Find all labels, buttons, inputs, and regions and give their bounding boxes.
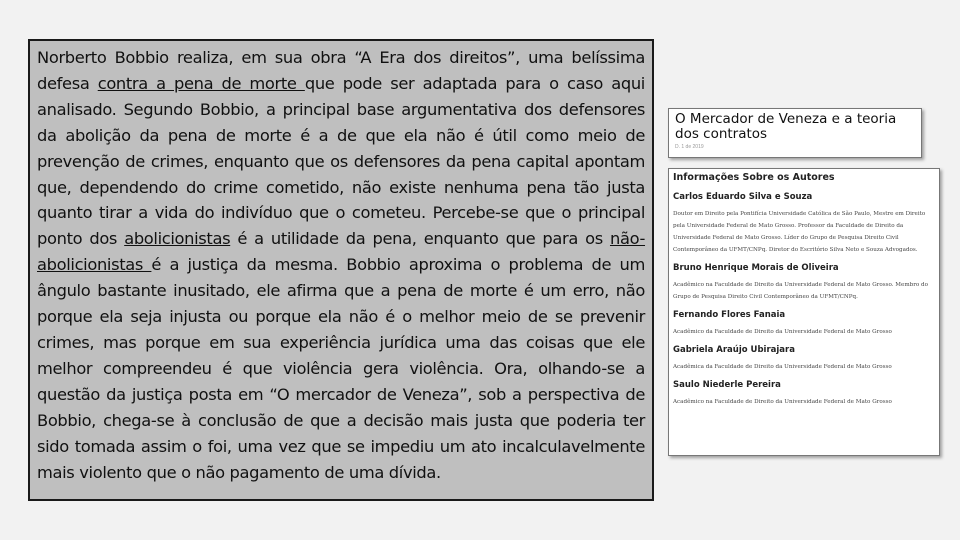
article-title: O Mercador de Veneza e a teoria dos contratos: [675, 111, 897, 142]
authors-info-card: [668, 168, 940, 456]
underlined-phrase-contra-pena-de-morte: contra a pena de morte: [97, 73, 305, 93]
author-affiliation: Doutor em Direito pela Pontifícia Universidade Católica de São Paulo, Mestre em Direito pela Universidade Federal de Mato Grosso. Professor da Faculdade de Direito da Universidade Federal de Mato Grosso. Líder do Grupo de Pesquisa Direito Civil Contemporâneo da UFMT/CNPq. Diretor do Escritório Silva Neto e Souza Advogados.: [673, 211, 926, 253]
main-paragraph: [37, 45, 645, 485]
author-affiliation: Acadêmico na Faculdade de Direito da Universidade Federal de Mato Grosso: [673, 399, 892, 405]
author-affiliation: Acadêmica da Faculdade de Direito da Universidade Federal de Mato Grosso: [673, 364, 892, 370]
underlined-word-nao-abolicionistas: não-abolicionistas: [37, 229, 646, 275]
article-title-card: [668, 108, 922, 158]
underlined-word-abolicionistas: abolicionistas: [124, 229, 231, 249]
author-entry: [673, 379, 935, 408]
author-affiliation: Acadêmico na Faculdade de Direito da Universidade Federal de Mato Grosso. Membro do Grupo de Pesquisa Direito Civil Contemporâneo da UFMT/CNPq.: [673, 282, 928, 300]
author-entry: [673, 262, 935, 303]
author-name: Gabriela Araújo Ubirajara: [673, 345, 795, 355]
author-entry: [673, 309, 935, 338]
text-segment: é a utilidade da pena, enquanto que para os: [230, 229, 610, 249]
author-name: Fernando Flores Fanaia: [673, 310, 786, 320]
author-affiliation: Acadêmico da Faculdade de Direito da Universidade Federal de Mato Grosso: [673, 329, 892, 335]
author-name: Bruno Henrique Morais de Oliveira: [673, 263, 839, 273]
author-entry: [673, 344, 935, 373]
main-text-box: [28, 39, 654, 501]
text-segment: Norberto Bobbio realiza, em sua obra “A Era dos direitos”, uma belíssima defesa: [37, 48, 645, 93]
text-segment: que pode ser adaptada para o caso aqui analisado. Segundo Bobbio, a principal base argumentativa dos defensores da abolição da pena de morte é a de que ela não é útil como meio de prevenção de crimes, enquanto que os defensores da pena capital apontam que, dependendo do crime cometido, não existe nenhuma pena tão justa quanto tirar a vida do indivíduo que o cometeu. Percebe-se que o principal ponto dos: [37, 73, 645, 249]
author-name: Carlos Eduardo Silva e Souza: [673, 192, 813, 202]
authors-header: Informações Sobre os Autores: [673, 172, 835, 183]
author-entry: [673, 191, 935, 256]
article-meta: D. 1 de 2019: [675, 144, 704, 150]
author-name: Saulo Niederle Pereira: [673, 380, 781, 390]
text-segment: é a justiça da mesma. Bobbio aproxima o problema de um ângulo bastante inusitado, ele afirma que a pena de morte é um erro, não porque ela seja injusta ou porque ela não é o melhor meio de se prevenir crimes, mas porque em sua experiência jurídica uma das coisas que ele melhor compreendeu é que violência gera violência. Ora, olhando-se a questão da justiça posta em “O mercador de Veneza”, sob a perspectiva de Bobbio, chega-se à conclusão de que a decisão mais justa que poderia ter sido tomada assim o foi, uma vez que se impediu um ato incalculavelmente mais violento que o não pagamento de uma dívida.: [37, 255, 645, 482]
